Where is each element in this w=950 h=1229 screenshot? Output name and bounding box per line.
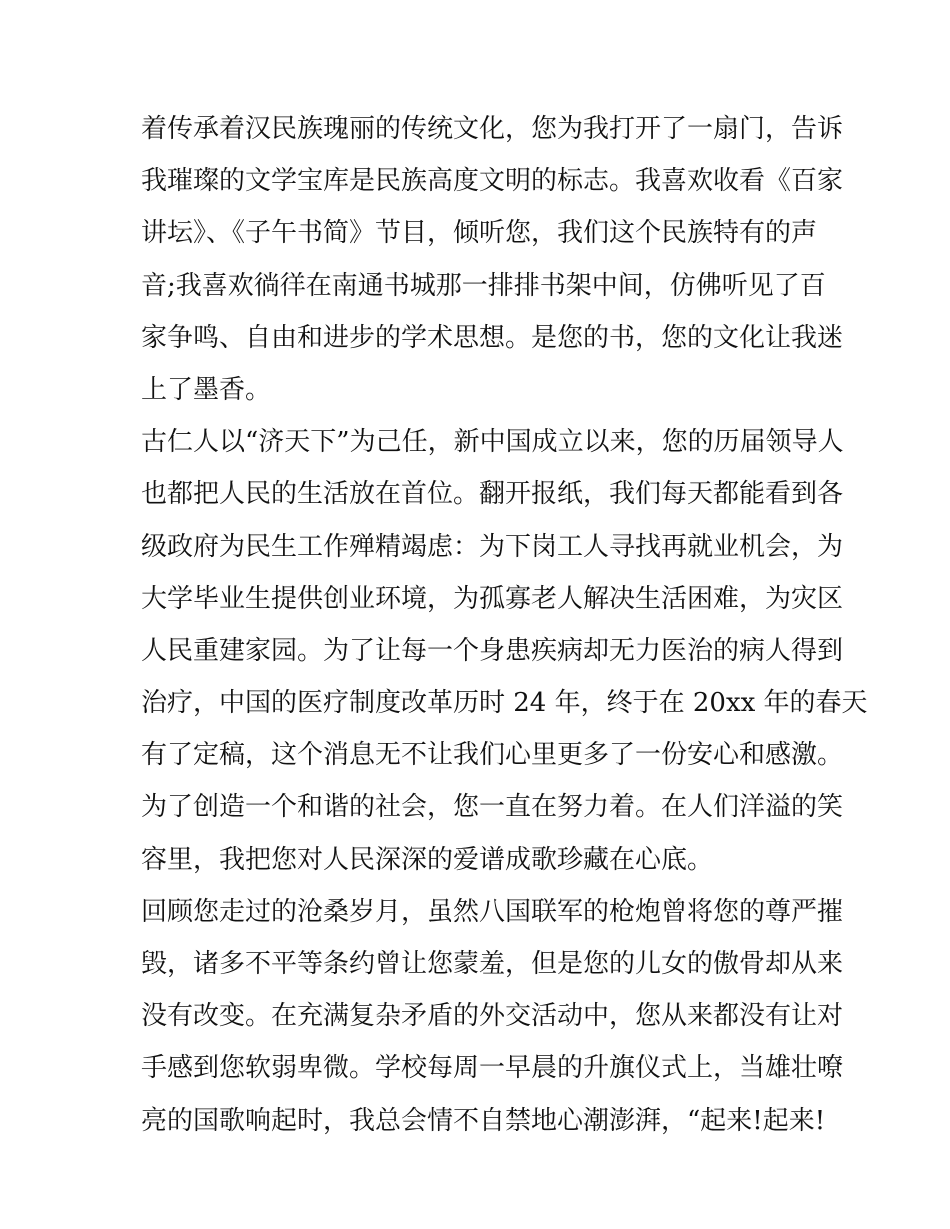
text-line: 毁，诸多不平等条约曾让您蒙羞，但是您的儿女的傲骨却从来 xyxy=(141,949,844,979)
text-line: 为了创造一个和谐的社会，您一直在努力着。在人们洋溢的笑 xyxy=(141,792,844,823)
text-line: 人民重建家园。为了让每一个身患疾病却无力医治的病人得到 xyxy=(141,635,844,666)
text-line: 音;我喜欢徜徉在南通书城那一排排书架中间，仿佛听见了百 xyxy=(141,270,826,301)
text-line: 讲坛》、《子午书简》节目，倾听您，我们这个民族特有的声 xyxy=(141,218,818,249)
text-line: 上了墨香。 xyxy=(141,374,272,405)
text-line: 没有改变。在充满复杂矛盾的外交活动中，您从来都没有让对 xyxy=(141,1001,844,1032)
body-text xyxy=(141,108,868,1152)
text-line: 大学毕业生提供创业环境，为孤寡老人解决生活困难，为灾区 xyxy=(141,583,844,614)
text-line: 手感到您软弱卑微。学校每周一早晨的升旗仪式上，当雄壮嘹 xyxy=(141,1053,844,1084)
text-line: 亮的国歌响起时，我总会情不自禁地心潮澎湃，“起来!起来! xyxy=(141,1105,826,1136)
text-line: 回顾您走过的沧桑岁月，虽然八国联军的枪炮曾将您的尊严摧 xyxy=(141,896,844,927)
text-line: 也都把人民的生活放在首位。翻开报纸，我们每天都能看到各 xyxy=(141,479,844,510)
text-line: 家争鸣、自由和进步的学术思想。是您的书，您的文化让我迷 xyxy=(141,322,844,353)
text-line: 我璀璨的文学宝库是民族高度文明的标志。我喜欢收看《百家 xyxy=(141,166,844,197)
text-line: 容里，我把您对人民深深的爱谱成歌珍藏在心底。 xyxy=(141,844,714,875)
text-line: 着传承着汉民族瑰丽的传统文化，您为我打开了一扇门，告诉 xyxy=(141,114,844,144)
text-line: 级政府为民生工作殚精竭虑：为下岗工人寻找再就业机会，为 xyxy=(141,531,844,562)
text-line: 古仁人以“济天下”为己任，新中国成立以来，您的历届领导人 xyxy=(141,427,844,458)
text-line: 治疗，中国的医疗制度改革历时 24 年，终于在 20xx 年的春天 xyxy=(141,688,868,719)
text-line: 有了定稿，这个消息无不让我们心里更多了一份安心和感激。 xyxy=(141,740,844,771)
